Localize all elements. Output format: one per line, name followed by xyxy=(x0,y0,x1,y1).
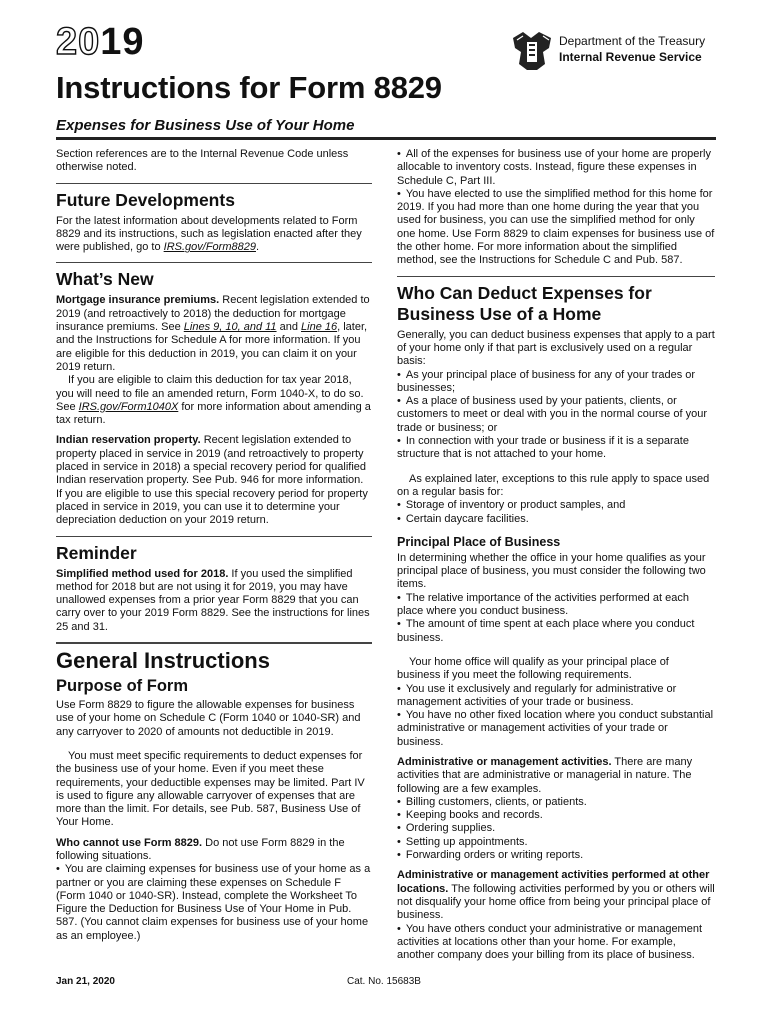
irs-eagle-logo xyxy=(509,28,555,72)
section-rule xyxy=(397,276,715,277)
purpose-text: Use Form 8829 to figure the allowable expenses for business use of your home on Schedule C (Form 1040 or 1040-SR) and any carryover to 2020 of amounts not deductible in 2019. xyxy=(56,699,361,738)
list-item: • The relative importance of the activities performed at each place where you conduct business. xyxy=(397,592,715,619)
section-rule xyxy=(56,262,372,263)
page-subtitle: Expenses for Business Use of Your Home xyxy=(56,117,355,134)
section-rule xyxy=(56,642,372,644)
page-title: Instructions for Form 8829 xyxy=(56,70,442,105)
general-heading: General Instructions xyxy=(56,648,270,674)
list-item: • As a place of business used by your patients, clients, or customers to meet or deal with you in the normal course of your trade or business; or xyxy=(397,395,715,435)
whatsnew-heading: What’s New xyxy=(56,269,154,290)
reminder-heading: Reminder xyxy=(56,542,137,563)
who-heading: Who Can Deduct Expenses for Business Use of a Home xyxy=(397,282,652,324)
form-year: 2019 xyxy=(56,21,145,63)
list-item: • Setting up appointments. xyxy=(397,836,715,849)
other-locations-paragraph: Administrative or management activities performed at other locations. The following activities performed by you or others will not disqualify your home office from being your principal place of business. xyxy=(397,869,715,922)
line-16-link[interactable]: Line 16 xyxy=(301,321,338,334)
right-column xyxy=(397,148,715,962)
principal-heading: Principal Place of Business xyxy=(397,534,561,549)
agency-dept: Department of the Treasury xyxy=(559,34,706,48)
list-item: • You have others conduct your administrative or management activities at locations other than your home. For example, another company does your billing from its place of business. xyxy=(397,923,715,963)
header-rule xyxy=(56,137,716,140)
intro-text: Section references are to the Internal Revenue Code unless otherwise noted. xyxy=(56,148,349,174)
purpose-text-2: You must meet specific requirements to deduct expenses for the business use of your home. Even if you meet these requirements, your deductible expenses may be limited. Part IV is used to figure any allowable carryover of expenses that are more than the limit. For details, see Pub. 587, Business Use of Your Home. xyxy=(56,749,365,829)
indian-paragraph: Indian reservation property. Recent legislation extended to property placed in service in 2019 (and retroactively to property placed in service in 2018) a special recovery period for qualified Indian reservation property. See Pub. 946 for more information. If you are eligible to use this special recovery period for property placed in service in 2019, you can use it to determine your depreciation deduction on your 2019 return. xyxy=(56,434,368,527)
footer-catalog: Cat. No. 15683B xyxy=(347,976,421,987)
lines-9-10-11-link[interactable]: Lines 9, 10, and 11 xyxy=(183,321,277,334)
section-rule xyxy=(56,536,372,537)
whocannot-paragraph: Who cannot use Form 8829. Do not use Form 8829 in the following situations. xyxy=(56,836,345,862)
section-rule xyxy=(56,183,372,184)
purpose-heading: Purpose of Form xyxy=(56,677,189,696)
list-item: • The amount of time spent at each place where you conduct business. xyxy=(397,618,715,645)
exceptions-text: As explained later, exceptions to this rule apply to space used on a regular basis for: xyxy=(397,472,710,498)
list-item: • You use it exclusively and regularly for administrative or management activities of your trade or business. xyxy=(397,683,715,710)
list-item: • As your principal place of business for any of your trades or businesses; xyxy=(397,369,715,396)
list-item: • All of the expenses for business use of your home are properly allocable to inventory costs. Instead, figure these expenses in Schedule C, Part III. xyxy=(397,148,715,188)
agency-block xyxy=(559,33,705,65)
left-column xyxy=(56,148,372,943)
list-item: • Certain daycare facilities. xyxy=(397,513,715,526)
footer-date: Jan 21, 2020 xyxy=(56,976,115,987)
future-text: For the latest information about developments related to Form 8829 and its instructions, such as legislation enacted after they were published, go to IRS.gov/Form8829. xyxy=(56,214,362,254)
form1040x-link[interactable]: IRS.gov/Form1040X xyxy=(78,400,179,413)
list-item: • You have elected to use the simplified method for this home for 2019. If you had more than one home during the year that you used for business, you can use the simplified method for only one home. Use Form 8829 to claim expenses for business use of the other home. For more information about the simplified method, see the Instructions for Schedule C and Pub. 587. xyxy=(397,188,715,268)
admin-paragraph: Administrative or management activities. There are many activities that are administrative or managerial in nature. The following are a few examples. xyxy=(397,755,693,795)
list-item: • Billing customers, clients, or patients. xyxy=(397,796,715,809)
mortgage-paragraph: Mortgage insurance premiums. Recent legislation extended to 2019 (and retroactively to 2018) the deduction for mortgage insurance premiums. See Lines 9, 10, and 11 and Line 16, later, and the Instructions for Schedule A for more information. If you are eligible for this deduction in 2019, you can claim it on your 2019 return. xyxy=(56,294,370,373)
simplified-paragraph: Simplified method used for 2018. If you used the simplified method for 2018 but are not using it for 2019, you may have unallowed expenses from a prior year Form 8829 that you can carry over to your 2019 Form 8829. See the instructions for lines 25 and 31. xyxy=(56,567,370,633)
list-item: • Forwarding orders or writing reports. xyxy=(397,849,715,862)
future-heading: Future Developments xyxy=(56,189,235,210)
list-item: • Ordering supplies. xyxy=(397,822,715,835)
list-item: • Storage of inventory or product samples, and xyxy=(397,499,715,512)
principal-text: In determining whether the office in your home qualifies as your principal place of business, you must consider the following two items. xyxy=(397,551,706,591)
future-link[interactable]: IRS.gov/Form8829 xyxy=(163,241,256,254)
list-item: • You have no other fixed location where you conduct substantial administrative or management activities of your trade or business. xyxy=(397,709,715,749)
agency-irs: Internal Revenue Service xyxy=(559,50,702,64)
list-item: • You are claiming expenses for business use of your home as a partner or you are claiming these expenses on Schedule F (Form 1040 or 1040-SR). Instead, complete the Worksheet To Figure the Deduction for Business Use of Your Home in Pub. 587. (You cannot claim expenses for business use of your home as an employee.) xyxy=(56,863,372,943)
who-text: Generally, you can deduct business expenses that apply to a part of your home only if that part is exclusively used on a regular basis: xyxy=(397,328,715,368)
amend-paragraph: If you are eligible to claim this deduction for tax year 2018, you will need to file an amended return, Form 1040-X, to do so. See IRS.gov/Form1040X for more information about amending a tax return. xyxy=(56,374,371,427)
list-item: • In connection with your trade or business if it is a separate structure that is not attached to your home. xyxy=(397,435,715,462)
list-item: • Keeping books and records. xyxy=(397,809,715,822)
qualify-text: Your home office will qualify as your principal place of business if you meet the following requirements. xyxy=(397,655,669,682)
